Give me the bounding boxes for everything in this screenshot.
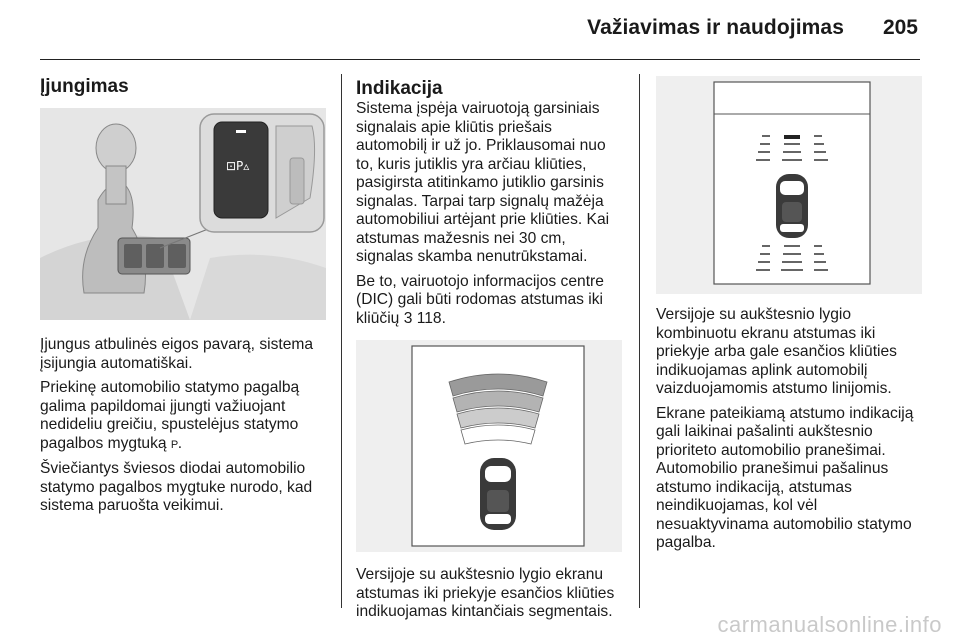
parking-button-illustration (40, 108, 326, 320)
segment-display-drawing (356, 340, 622, 552)
page-reference-icon: 3 (403, 309, 413, 327)
paragraph-dic (356, 273, 624, 329)
watermark: carmanualsonline.info (717, 612, 942, 637)
page-header (0, 0, 960, 60)
column-divider-2 (639, 74, 640, 608)
segment-display-illustration (356, 340, 622, 552)
page-number: 205 (882, 16, 918, 39)
column-divider-1 (341, 74, 342, 608)
paragraph-distance-lines: Versijoje su aukštesnio lygio kombinuotu ekranu atstumas iki priekyje arba gale esančios kliūties indikuojamas aplink automobilį vaizduojamomis atstumo linijomis. (656, 306, 897, 397)
parking-assist-icon: P (170, 438, 178, 451)
section-heading-activation: Įjungimas (40, 76, 129, 97)
distance-lines-drawing (656, 76, 922, 294)
paragraph-acoustic-signals: Sistema įspėja vairuotoją garsiniais signalais apie kliūtis priešais automobilį ir už jo. Priklausomai nuo to, kuris jutiklis yra arčiau kliūties, pasigirsta atitinkamo jutiklio garsinis signalas. Tarpai tarp signalų mažėja automobiliui artėjant prie kliūties. Kai atstumas mažesnis nei 30 cm, signalas skamba nenutrūkstamai. (356, 100, 610, 265)
paragraph-auto-activation: Įjungus atbulinės eigos pavarą, sistema įsijungia automatiškai. (40, 336, 314, 372)
paragraph-front-assist-end: . (177, 434, 183, 452)
center-console-drawing (40, 108, 326, 320)
header-divider (40, 59, 920, 60)
distance-lines-illustration (656, 76, 922, 294)
page-reference-number: 118. (412, 309, 446, 327)
paragraph-segments: Versijoje su aukštesnio lygio ekranu atstumas iki priekyje esančios kliūties indikuojamas kintančiais segmentais. (356, 566, 615, 620)
column-distance-lines (656, 76, 928, 559)
paragraph-front-assist-text: Priekinę automobilio statymo pagalbą galima papildomai įjungti važiuojant nedideliu greičiu, spustelėjus statymo pagalbos mygtuką (40, 379, 300, 452)
header-title: Važiavimas ir naudojimas (587, 16, 844, 39)
paragraph-front-assist (40, 379, 326, 454)
paragraph-dic-text: Be to, vairuotojo informacijos centre (DIC) gali būti rodomas atstumas iki kliūčių (356, 272, 604, 327)
paragraph-led: Šviečiantys šviesos diodai automobilio statymo pagalbos mygtuke nurodo, kad sistema paruošta veikimui. (40, 460, 313, 514)
svg-text:⊡P▵: ⊡P▵ (226, 159, 250, 173)
column-indication (356, 76, 624, 628)
paragraph-priority-messages: Ekrane pateikiamą atstumo indikaciją gali laikinai pašalinti aukštesnio prioriteto automobilio pranešimai. Automobilio pranešimui pašalinus atstumo indikaciją, atstumas neindikuojamas, kol vėl nesuaktyvinama automobilio statymo pagalba. (656, 404, 914, 551)
section-heading-indication: Indikacija (356, 78, 443, 99)
column-activation (40, 76, 326, 522)
